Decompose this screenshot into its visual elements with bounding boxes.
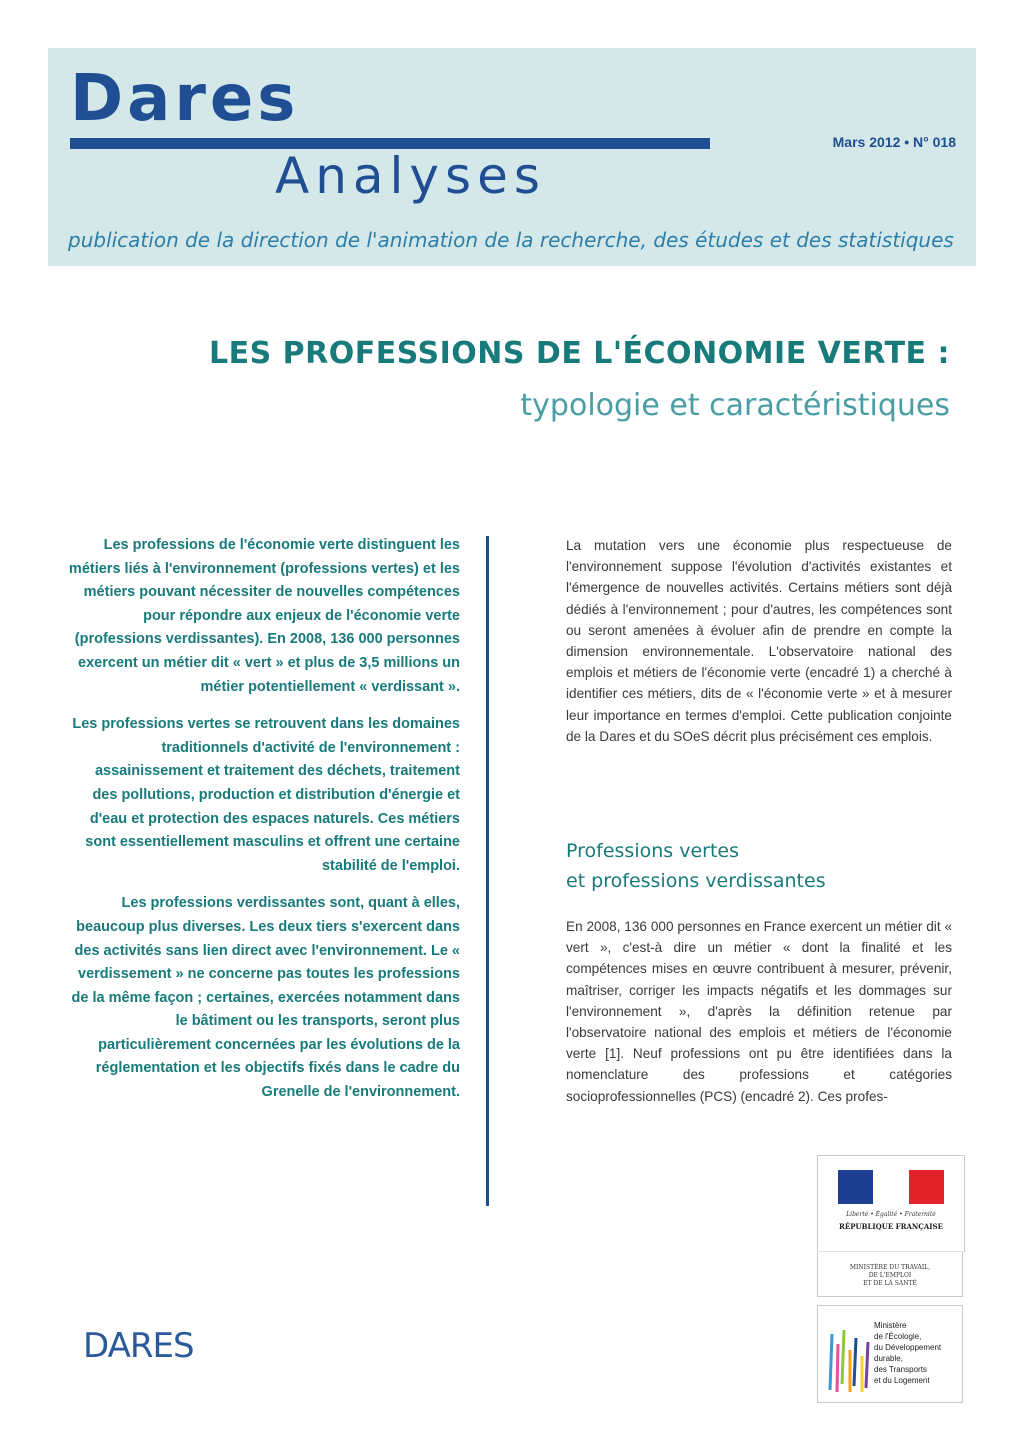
page-title: LES PROFESSIONS DE L'ÉCONOMIE VERTE : [208, 336, 950, 371]
ministry-ecology-line: de l'Écologie, [874, 1332, 922, 1341]
ministry-ecology-text [874, 1320, 960, 1386]
issue-number: Mars 2012 • N° 018 [832, 134, 956, 150]
ministry-labour-logo [817, 1251, 963, 1297]
page-subtitle: typologie et caractéristiques [520, 388, 950, 423]
section-body [566, 916, 952, 1107]
section-heading [566, 836, 826, 896]
section-heading-line: et professions verdissantes [566, 870, 826, 892]
ministry-ecology-logo [817, 1305, 963, 1403]
intro-column [566, 535, 952, 747]
analyses-logo-text: Analyses [275, 147, 546, 205]
publication-tagline: publication de la direction de l'animation de la recherche, des études et des statistiques [68, 228, 954, 252]
column-divider [486, 536, 489, 1206]
summary-paragraph: Les professions vertes se retrouvent dans les domaines traditionnels d'activité de l'environnement : assainissement et traitement des déchets, traitement des pollutions, production et distribution d'énergie et d'eau et protection des espaces naturels. Ces métiers sont essentiellement masculins et offrent une certaine stabilité de l'emploi. [72, 716, 460, 874]
summary-column [68, 534, 460, 1119]
ecology-brush-marks-icon [824, 1320, 880, 1394]
ministry-labour-line: MINISTÈRE DU TRAVAIL, [849, 1264, 931, 1271]
dares-logo-text: Dares [70, 62, 300, 136]
ministry-ecology-line: et du Logement [874, 1376, 930, 1385]
summary-paragraph: Les professions verdissantes sont, quant à elles, beaucoup plus diverses. Les deux tiers s'exercent dans des activités sans lien direct avec l'environnement. Le « verdissement » ne concerne pas toutes les professions de la même façon ; certaines, exercées notamment dans le bâtiment ou les transports, seront plus particulièrement concernées par les évolutions de la réglementation et les objectifs fixés dans le cadre du Grenelle de l'environnement. [71, 895, 460, 1101]
section-paragraph: En 2008, 136 000 personnes en France exercent un métier dit « vert », c'est-à dire un métier « dont la finalité et les compétences mises en œuvre contribuent à mesurer, prévenir, maîtriser, corriger les impacts négatifs et les dommages sur l'environnement », d'après la définition retenue par l'observatoire national des emplois et métiers de l'économie verte [1]. Neuf professions ont pu être identifiées dans la nomenclature des professions et catégories socioprofessionnelles (PCS) (encadré 2). Ces profes- [566, 919, 952, 1104]
summary-paragraph: Les professions de l'économie verte distinguent les métiers liés à l'environnement (professions vertes) et les métiers pouvant nécessiter de nouvelles compétences pour répondre aux enjeux de l'économie verte (professions verdissantes). En 2008, 136 000 personnes exercent un métier dit « vert » et plus de 3,5 millions un métier potentiellement « verdissant ». [68, 537, 460, 695]
rf-motto: Liberté • Égalité • Fraternité [846, 1211, 936, 1218]
rf-name: RÉPUBLIQUE FRANÇAISE [839, 1222, 943, 1231]
ministry-labour-line: ET DE LA SANTÉ [863, 1280, 917, 1287]
dares-footer-logo: DARES [83, 1326, 194, 1366]
section-heading-line: Professions vertes [566, 840, 739, 862]
ministry-ecology-line: du Développement [874, 1343, 942, 1352]
french-flag-icon [838, 1170, 944, 1204]
ministry-ecology-line: durable, [874, 1354, 903, 1363]
republique-francaise-logo [817, 1155, 965, 1252]
intro-paragraph: La mutation vers une économie plus respectueuse de l'environnement suppose l'évolution d'activités existantes et l'émergence de nouvelles activités. Certains métiers sont déjà dédiés à l'environnement ; pour d'autres, les compétences sont ou seront amenées à évoluer afin de prendre en compte la dimension environnementale. L'observatoire national des emplois et métiers de l'économie verte (encadré 1) a cherché à identifier ces métiers, dits de « l'économie verte » et à mesurer leur importance en termes d'emploi. Cette publication conjointe de la Dares et du SOeS décrit plus précisément ces emplois. [566, 538, 952, 744]
ministry-labour-line: DE L'EMPLOI [868, 1272, 912, 1279]
ministry-ecology-line: des Transports [874, 1365, 927, 1374]
ministry-ecology-line: Ministère [874, 1321, 907, 1330]
